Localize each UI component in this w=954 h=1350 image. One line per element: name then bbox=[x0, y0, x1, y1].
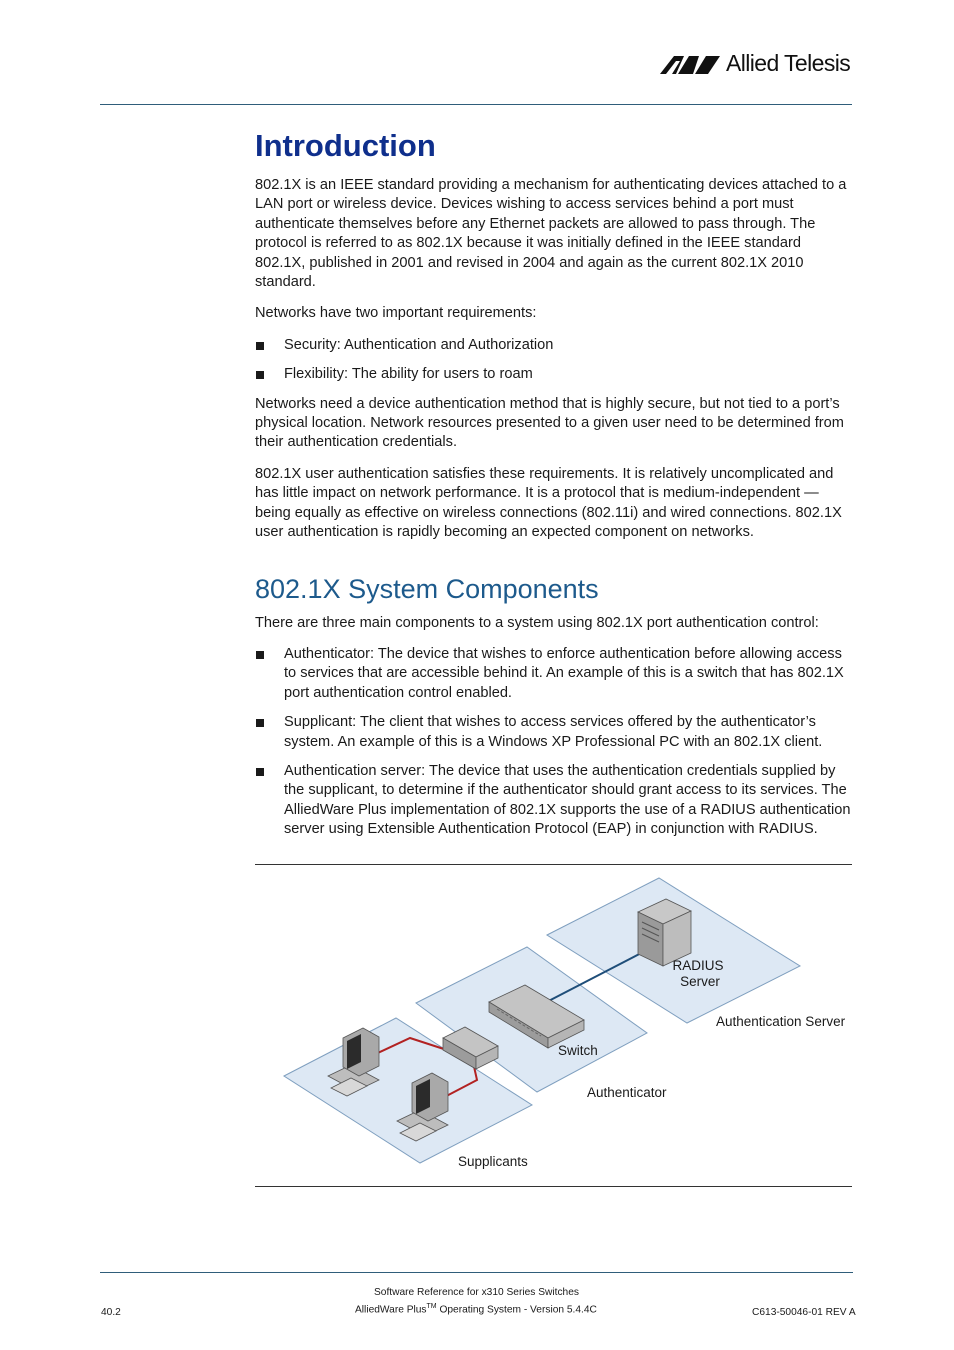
figure-bottom-rule bbox=[255, 1186, 852, 1187]
allied-telesis-logo bbox=[660, 50, 855, 80]
bullet-icon bbox=[256, 768, 264, 776]
list-item-text: Flexibility: The ability for users to roam bbox=[284, 366, 533, 383]
radius-server-label-line1: RADIUS bbox=[672, 958, 724, 973]
footer-rule bbox=[100, 1272, 853, 1273]
intro-paragraph-1: 802.1X is an IEEE standard providing a mechanism for authenticating devices attached to a LAN port or wireless device. Devices wishing to access services behind a port must authenticate themselves before any Ethernet packets are allowed to pass through. The protocol is referred to as 802.1X because it was initially defined in the IEEE standard 802.1X, published in 2001 and revised in 2004 and again as the current 802.1X 2010 standard. bbox=[255, 177, 847, 291]
requirements-list bbox=[255, 336, 853, 385]
intro-paragraph-3: Networks need a device authentication method that is highly secure, but not tied to a port’s physical location. Network resources presented to a given user need to be determined from their authentication credentials. bbox=[255, 395, 844, 451]
document-code: C613-50046-01 REV A bbox=[752, 1307, 856, 1318]
footer-trademark: TM bbox=[426, 1303, 437, 1310]
allied-telesis-logo-icon bbox=[660, 53, 722, 75]
list-item bbox=[255, 365, 853, 384]
list-item-text: Security: Authentication and Authorization bbox=[284, 336, 554, 353]
header-rule bbox=[100, 104, 852, 105]
footer-product: AlliedWare Plus bbox=[355, 1304, 427, 1316]
authenticator-label: Authenticator bbox=[587, 1085, 667, 1100]
page-content bbox=[255, 126, 853, 850]
list-item-text: Authenticator: The device that wishes to enforce authentication before allowing access to services that are accessible behind it. An example of this is a switch that has 802.1X port authentication control enabled. bbox=[284, 645, 844, 701]
bullet-icon bbox=[256, 371, 264, 379]
intro-paragraph-4: 802.1X user authentication satisfies these requirements. It is relatively uncomplicated and has little impact on network performance. It is a protocol that is medium-independent — being equally as effective on wireless connections (802.11i) and wired connections. 802.1X user authentication is rapidly becoming an expected component on networks. bbox=[255, 465, 842, 541]
radius-server-label-line2: Server bbox=[680, 974, 720, 989]
bullet-icon bbox=[256, 651, 264, 659]
list-item bbox=[255, 762, 853, 840]
bullet-icon bbox=[256, 719, 264, 727]
logo-wordmark: Allied Telesis bbox=[726, 50, 851, 76]
components-list bbox=[255, 645, 853, 840]
supplicants-label: Supplicants bbox=[458, 1154, 528, 1169]
list-item bbox=[255, 713, 853, 752]
list-item-text: Supplicant: The client that wishes to access services offered by the authenticator’s system. An example of this is a Windows XP Professional PC with an 802.1X client. bbox=[284, 714, 823, 750]
switch-label: Switch bbox=[558, 1043, 598, 1058]
components-paragraph-1: There are three main components to a system using 802.1X port authentication control: bbox=[255, 614, 819, 631]
intro-paragraph-2: Networks have two important requirements: bbox=[255, 305, 537, 322]
list-item bbox=[255, 645, 853, 703]
footer-os-version: Operating System - Version 5.4.4C bbox=[436, 1304, 597, 1316]
footer-version bbox=[355, 1303, 597, 1315]
radius-server-icon bbox=[638, 899, 691, 966]
footer-title: Software Reference for x310 Series Switches bbox=[374, 1287, 579, 1298]
intro-heading: Introduction bbox=[255, 128, 436, 163]
list-item bbox=[255, 336, 853, 355]
network-diagram bbox=[255, 866, 852, 1186]
page-number: 40.2 bbox=[101, 1307, 121, 1318]
figure-top-rule bbox=[255, 864, 852, 865]
authentication-server-label: Authentication Server bbox=[716, 1014, 846, 1029]
components-heading: 802.1X System Components bbox=[255, 573, 599, 604]
bullet-icon bbox=[256, 342, 264, 350]
list-item-text: Authentication server: The device that uses the authentication credentials supplied by the supplicant, to determine if the authenticator should grant access to its services. The AlliedWare Plus implementation of 802.1X supports the use of a RADIUS authentication server using Extensible Authentication Protocol (EAP) in conjunction with RADIUS. bbox=[284, 762, 851, 838]
